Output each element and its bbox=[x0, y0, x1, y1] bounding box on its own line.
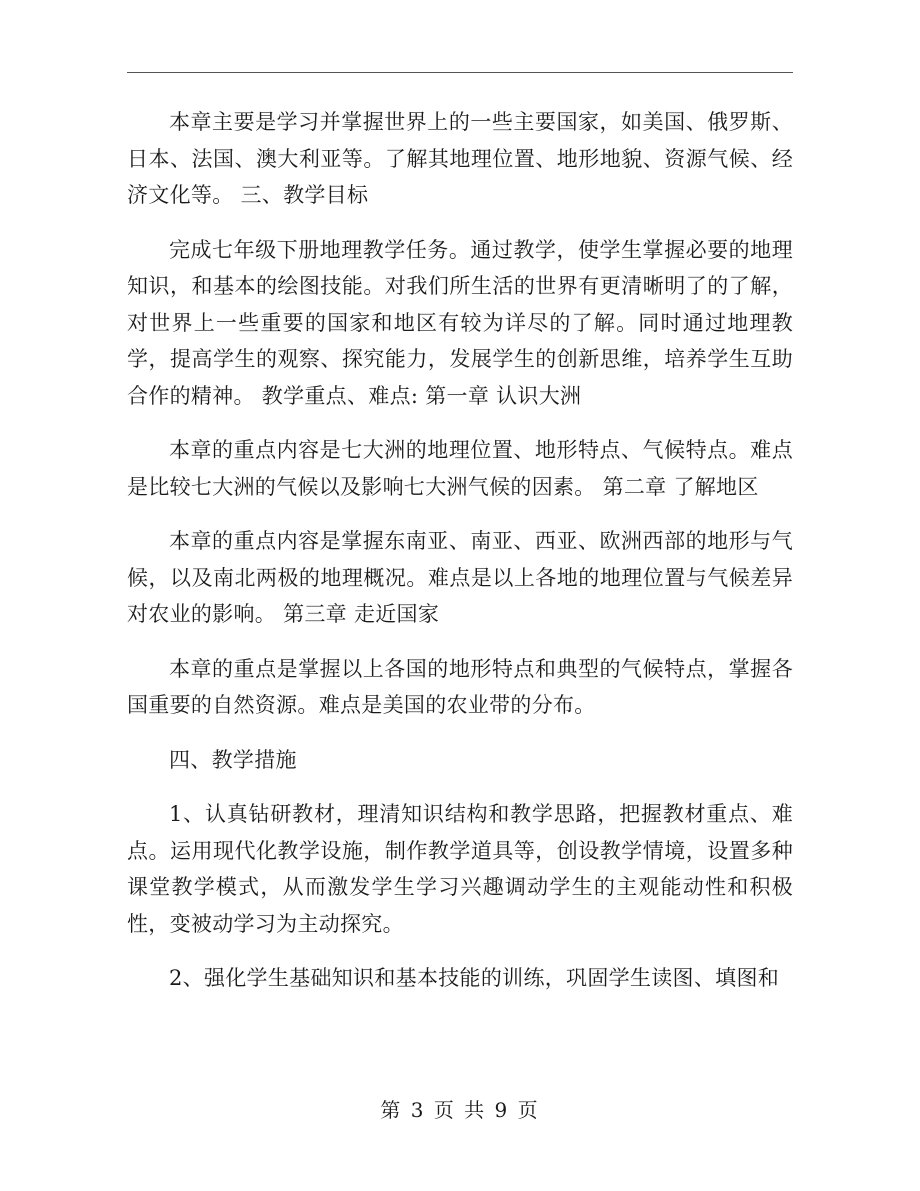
paragraph-7: 1、认真钻研教材，理清知识结构和教学思路，把握教材重点、难点。运用现代化教学设施，制作教学道具等，创设教学情境，设置多种课堂教学模式，从而激发学生学习兴趣调动学生的主观能动性和积极性，变被动学习为主动探究。 bbox=[127, 802, 793, 936]
page-number: 第 3 页 共 9 页 bbox=[380, 1098, 540, 1122]
paragraph-2: 完成七年级下册地理教学任务。通过教学，使学生掌握必要的地理知识，和基本的绘图技能。对我们所生活的世界有更清晰明了的了解，对世界上一些重要的国家和地区有较为详尽的了解。同时通过地理教学，提高学生的观察、探究能力，发展学生的创新思维，培养学生互助合作的精神。 教学重点、难点: 第一章 认识大洲 bbox=[127, 237, 793, 408]
paragraph-3: 本章的重点内容是七大洲的地理位置、地形特点、气候特点。难点是比较七大洲的气候以及影响七大洲气候的因素。 第二章 了解地区 bbox=[127, 438, 793, 499]
paragraph-1: 本章主要是学习并掌握世界上的一些主要国家，如美国、俄罗斯、日本、法国、澳大利亚等。了解其地理位置、地形地貌、资源气候、经济文化等。 三、教学目标 bbox=[127, 110, 793, 207]
document-body bbox=[127, 104, 793, 1015]
paragraph-8: 2、强化学生基础知识和基本技能的训练，巩固学生读图、填图和 bbox=[169, 966, 780, 990]
header-rule bbox=[127, 72, 793, 73]
paragraph-4: 本章的重点内容是掌握东南亚、南亚、西亚、欧洲西部的地形与气候，以及南北两极的地理概况。难点是以上各地的地理位置与气候差异对农业的影响。 第三章 走近国家 bbox=[127, 529, 793, 626]
paragraph-5: 本章的重点是掌握以上各国的地形特点和典型的气候特点，掌握各国重要的自然资源。难点是美国的农业带的分布。 bbox=[127, 656, 793, 717]
section-heading: 四、教学措施 bbox=[169, 747, 297, 772]
